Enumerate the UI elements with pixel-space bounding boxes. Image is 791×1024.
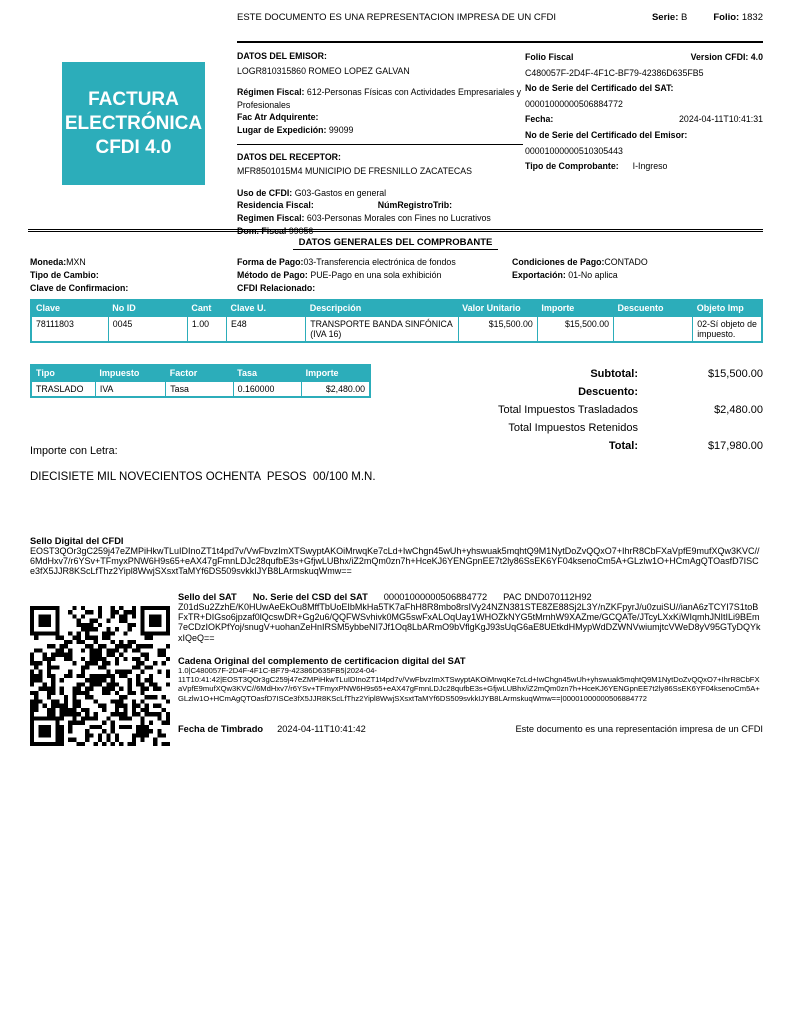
forma-pago: [237, 256, 512, 269]
condiciones-pago: [512, 256, 763, 269]
folio-fiscal-label: Folio Fiscal: [525, 52, 574, 62]
cell-clave: 78111803: [31, 317, 108, 343]
serie-value: B: [681, 12, 688, 23]
brand-line2: ELECTRÓNICA: [64, 112, 203, 134]
qr-code: [30, 606, 170, 746]
subtotal-row: [420, 368, 763, 386]
uso-cfdi: [237, 187, 523, 200]
serie: [652, 12, 687, 23]
lugar-expedicion-label: Lugar de Expedición:: [237, 124, 327, 135]
col-tasa: Tasa: [233, 365, 301, 382]
cadena-title: Cadena Original del complemento de certificacion digital del SAT: [178, 655, 466, 666]
importe-letra-value: DIECISIETE MIL NOVECIENTOS OCHENTA PESOS 00/100 M.N.: [30, 471, 376, 483]
lugar-expedicion: [237, 124, 523, 137]
col-factor: Factor: [166, 365, 233, 382]
trasladados-label: Total Impuestos Trasladados: [497, 404, 638, 416]
metodo-pago-value: PUE-Pago en una sola exhibición: [310, 269, 442, 280]
pac-value: DND070112H92: [524, 592, 592, 602]
generales-col1: [30, 256, 237, 294]
conceptos-table: [30, 299, 763, 343]
clave-confirmacion-label: Clave de Confirmacion:: [30, 282, 129, 293]
folio-fiscal-row: [525, 50, 763, 66]
metodo-pago-label: Método de Pago:: [237, 269, 308, 280]
cfdi-relacionado-label: CFDI Relacionado:: [237, 282, 316, 293]
forma-pago-label: Forma de Pago:: [237, 257, 304, 267]
serie-cert-emisor-value: 00001000000510305443: [525, 145, 623, 156]
csd-sat-value: 00001000000506884772: [383, 592, 488, 602]
tipo-cambio-label: Tipo de Cambio:: [30, 269, 99, 280]
serie-label: Serie:: [651, 12, 679, 23]
col-descripcion: Descripción: [306, 300, 458, 317]
sello-sat-value: Z01dSu2ZzhE/K0HUwAeEkOu8MffTbUoEIbMkHa5TK7aFhH8R8mbo8rsIVy24NZN381STE8ZE88Sj2L3Y/nZKFpyrJ/u0zuiSU//ianA6zTCYI7S1toBFxTR+DIGso6jpzaf0lQcswDR+Gg2u6/QQFWSvhivk0MG5swFxALOqUay1WHOZkNYG5tMrnhW9XAZme/GCQATe/JTcyLXxKiWIqmhJNItILi9BEm7eCDzIOKPfYoj/snugV+uohanZeHnIRSM5ybbeNI7Jf1Oq8LbARmO9bVflgKgJ93sUqG6aE8UEtkdHMypWdDZWNVwiumjtcVWeD8yV95GTyDQYkxIQeQ==: [178, 602, 761, 643]
fac-atr-label: Fac Atr Adquirente:: [237, 112, 319, 123]
moneda-value: MXN: [66, 257, 86, 267]
emisor-regimen-value: 612-Personas Físicas con Actividades Empresariales y Profesionales: [237, 87, 522, 110]
timbrado-row: [178, 724, 763, 734]
factura-brand-box: [62, 62, 205, 185]
conceptos-header-row: [31, 300, 762, 317]
datos-generales: [30, 256, 763, 294]
cell-noid: 0045: [108, 317, 187, 343]
subtotal-label: Subtotal:: [590, 368, 638, 380]
impuestos-header-row: [31, 365, 370, 382]
retenidos-label: Total Impuestos Retenidos: [508, 422, 638, 434]
emisor-title: DATOS DEL EMISOR:: [237, 51, 327, 61]
col-importe-imp: Importe: [302, 365, 370, 382]
generales-col3: [512, 256, 763, 294]
fecha-timbrado-label: Fecha de Timbrado: [178, 724, 264, 734]
serie-cert-sat-label: No de Serie del Certificado del SAT:: [525, 83, 674, 94]
generales-title: DATOS GENERALES DEL COMPROBANTE: [293, 237, 499, 250]
numregistrotrib-label: NúmRegistroTrib:: [377, 200, 453, 211]
col-noid: No ID: [108, 300, 187, 317]
uso-cfdi-value: G03-Gastos en general: [294, 187, 387, 198]
brand-line3: CFDI 4.0: [95, 136, 172, 158]
brand-line1: FACTURA: [88, 88, 179, 110]
fecha-row: [525, 112, 763, 128]
emisor-regimen: [237, 86, 523, 111]
tipo-cambio: [30, 269, 237, 282]
moneda: [30, 256, 237, 269]
pac: [503, 592, 592, 602]
trasladados-value: $2,480.00: [714, 404, 763, 416]
cell-claveu: E48: [227, 317, 306, 343]
tipo-comprobante-row: [525, 159, 763, 175]
lugar-expedicion-value: 99099: [328, 124, 354, 135]
serie-cert-emisor-label: No de Serie del Certificado del Emisor:: [525, 129, 688, 140]
impuestos-table: [30, 364, 371, 398]
concepto-row: [31, 317, 762, 343]
col-valor-unitario: Valor Unitario: [458, 300, 537, 317]
col-cant: Cant: [187, 300, 226, 317]
metodo-pago: [237, 269, 512, 282]
folio-fiscal-value: C480057F-2D4F-4F1C-BF79-42386D635FB5: [525, 67, 704, 78]
cell-factor: Tasa: [166, 382, 233, 398]
fecha-timbrado: [178, 724, 366, 734]
serie-cert-sat-value: 00001000000506884772: [525, 98, 623, 109]
retenidos-row: [420, 422, 763, 440]
cell-valor-unitario: $15,500.00: [458, 317, 537, 343]
fac-atr-adquirente: [237, 111, 523, 124]
sello-cfdi-title: Sello Digital del CFDI: [30, 536, 124, 546]
residencia-fiscal-label: Residencia Fiscal:: [237, 200, 314, 211]
folio: [713, 12, 763, 23]
dom-fiscal-label: Dom. Fiscal: [237, 225, 287, 236]
exportacion-value: 01-No aplica: [568, 269, 618, 280]
representation-notice: ESTE DOCUMENTO ES UNA REPRESENTACION IMPRESA DE UN CFDI: [237, 12, 557, 23]
fiscal-column: [525, 50, 763, 175]
cell-descuento: [614, 317, 693, 343]
col-importe: Importe: [537, 300, 613, 317]
section-divider: [28, 229, 763, 232]
total-label: Total:: [608, 440, 638, 452]
fecha-label: Fecha:: [525, 114, 554, 125]
exportacion: [512, 269, 763, 282]
receptor-title: DATOS DEL RECEPTOR:: [237, 151, 341, 162]
col-descuento: Descuento: [614, 300, 693, 317]
cell-tasa: 0.160000: [233, 382, 301, 398]
folio-value: 1832: [741, 12, 763, 23]
condiciones-pago-value: CONTADO: [604, 257, 648, 267]
header-rule: [237, 41, 763, 43]
sello-cfdi-block: [30, 536, 763, 577]
fecha-value: 2024-04-11T10:41:31: [679, 114, 763, 125]
total-row: [420, 440, 763, 458]
generales-title-wrap: [0, 237, 791, 248]
tipo-comprobante-value: I-Ingreso: [632, 161, 668, 172]
exportacion-label: Exportación:: [512, 269, 566, 280]
descuento-label: Descuento:: [578, 386, 638, 398]
clave-confirmacion: [30, 282, 237, 295]
top-header: [237, 12, 763, 23]
cell-impuesto: IVA: [95, 382, 165, 398]
representation-footer-note: Este documento es una representación impresa de un CFDI: [515, 724, 763, 734]
receptor-regimen: [237, 212, 523, 225]
cell-importe: $15,500.00: [537, 317, 613, 343]
emisor-receptor-column: [237, 50, 523, 237]
tipo-comprobante-label: Tipo de Comprobante:: [525, 161, 619, 172]
col-impuesto: Impuesto: [95, 365, 165, 382]
condiciones-pago-label: Condiciones de Pago:: [512, 257, 605, 267]
receptor-name: MFR8501015M4 MUNICIPIO DE FRESNILLO ZACATECAS: [237, 166, 472, 177]
total-value: $17,980.00: [707, 440, 763, 452]
cell-objeto-imp: 02-Sí objeto de impuesto.: [693, 317, 762, 343]
version-cfdi-label: Version CFDI: 4.0: [690, 52, 763, 62]
descuento-row: [420, 386, 763, 404]
sat-block: [178, 592, 763, 734]
sello-cfdi-value: EOST3QOr3gC259j47eZMPiHkwTLuIDInoZT1t4pd7v/VwFbvzImXTSwyptAKOiMrwqKe7cLd+IwChgn45wUh+yhswuak5mqhtQ9M1NytDoZvQQxO7+IhrR8CbFXaVpfE9mufXQw3KVC//6MdHxv7/r6YSv+TFmyxPNW6H9s65+eAX47gFmnLDJc28qufbE3s+GfjwLUBhx/iZ2mQm0zn7h+HceKJ6YENGpnEE7t2ly86SsEK6YF04ksenoCm5A+GLzlw1O+HCmAgQTOasfD7ISCe3fX5JJR8KScLfThz2Yipl8WwjSXsxtTaMYf6DS509svkkIJYB8LArmskuqWmw==: [30, 546, 760, 577]
col-objeto-imp: Objeto Imp: [693, 300, 762, 317]
emisor-name: LOGR810315860 ROMEO LOPEZ GALVAN: [237, 65, 410, 76]
subtotal-value: $15,500.00: [707, 368, 763, 380]
forma-pago-value: 03-Transferencia electrónica de fondos: [303, 257, 456, 267]
receptor-regimen-value: 603-Personas Morales con Fines no Lucrativos: [306, 212, 491, 223]
cell-importe-imp: $2,480.00: [302, 382, 370, 398]
cfdi-relacionado: [237, 282, 512, 295]
col-claveu: Clave U.: [227, 300, 306, 317]
sello-sat-header: [178, 592, 763, 602]
emisor-regimen-label: Régimen Fiscal:: [237, 87, 305, 98]
importe-letra-label: Importe con Letra:: [30, 445, 118, 457]
col-tipo: Tipo: [31, 365, 95, 382]
cell-descripcion: TRANSPORTE BANDA SINFÓNICA (IVA 16): [306, 317, 458, 343]
sello-sat-label: Sello del SAT: [178, 592, 237, 602]
impuesto-row: [31, 382, 370, 398]
generales-col2: [237, 256, 512, 294]
uso-cfdi-label: Uso de CFDI:: [237, 187, 293, 198]
trasladados-row: [420, 404, 763, 422]
receptor-regimen-label: Regimen Fiscal:: [237, 212, 305, 223]
fecha-timbrado-value: 2024-04-11T10:41:42: [277, 724, 366, 734]
csd-sat-label: No. Serie del CSD del SAT: [252, 592, 368, 602]
dom-fiscal-value: 99056: [288, 225, 314, 236]
col-clave: Clave: [31, 300, 108, 317]
emisor-receptor-divider: [237, 144, 523, 145]
moneda-label: Moneda:: [30, 257, 67, 267]
pac-label: PAC: [503, 592, 522, 602]
residencia-registro: [237, 199, 523, 212]
folio-label: Folio:: [713, 12, 740, 23]
cell-tipo: TRASLADO: [31, 382, 95, 398]
totals-block: [420, 368, 763, 458]
cell-cant: 1.00: [187, 317, 226, 343]
cadena-value: 1.0|C480057F-2D4F-4F1C-BF79-42386D635FB5|2024-04-11T10:41:42|EOST3QOr3gC259j47eZMPiHkwTLuIDInoZT1t4pd7v/VwFbvzImXTSwyptAKOiMrwqKe7cLd+IwChgn45wUh+yhswuak5mqhtQ9M1NytDoZvQQxO7+IhrR8CbFXaVpfE9mufXQw3KVC//6MdHxv7/r6YSv+TFmyxPNW6H9s65+eAX47gFmnLDJc28qufbE3s+GfjwLUBhx/iZ2mQm0zn7h+HceKJ6YENGpnEE7t2ly86SsEK6YF04ksenoCm5A+GLzlw1O+HCmAgQTOasfD7ISCe3fX5JJR8KScLfThz2Yipl8WwjSXsxtTaMYf6DS509svkkIJYB8LArmskuqWmw==|00001000000506884772: [178, 665, 760, 703]
